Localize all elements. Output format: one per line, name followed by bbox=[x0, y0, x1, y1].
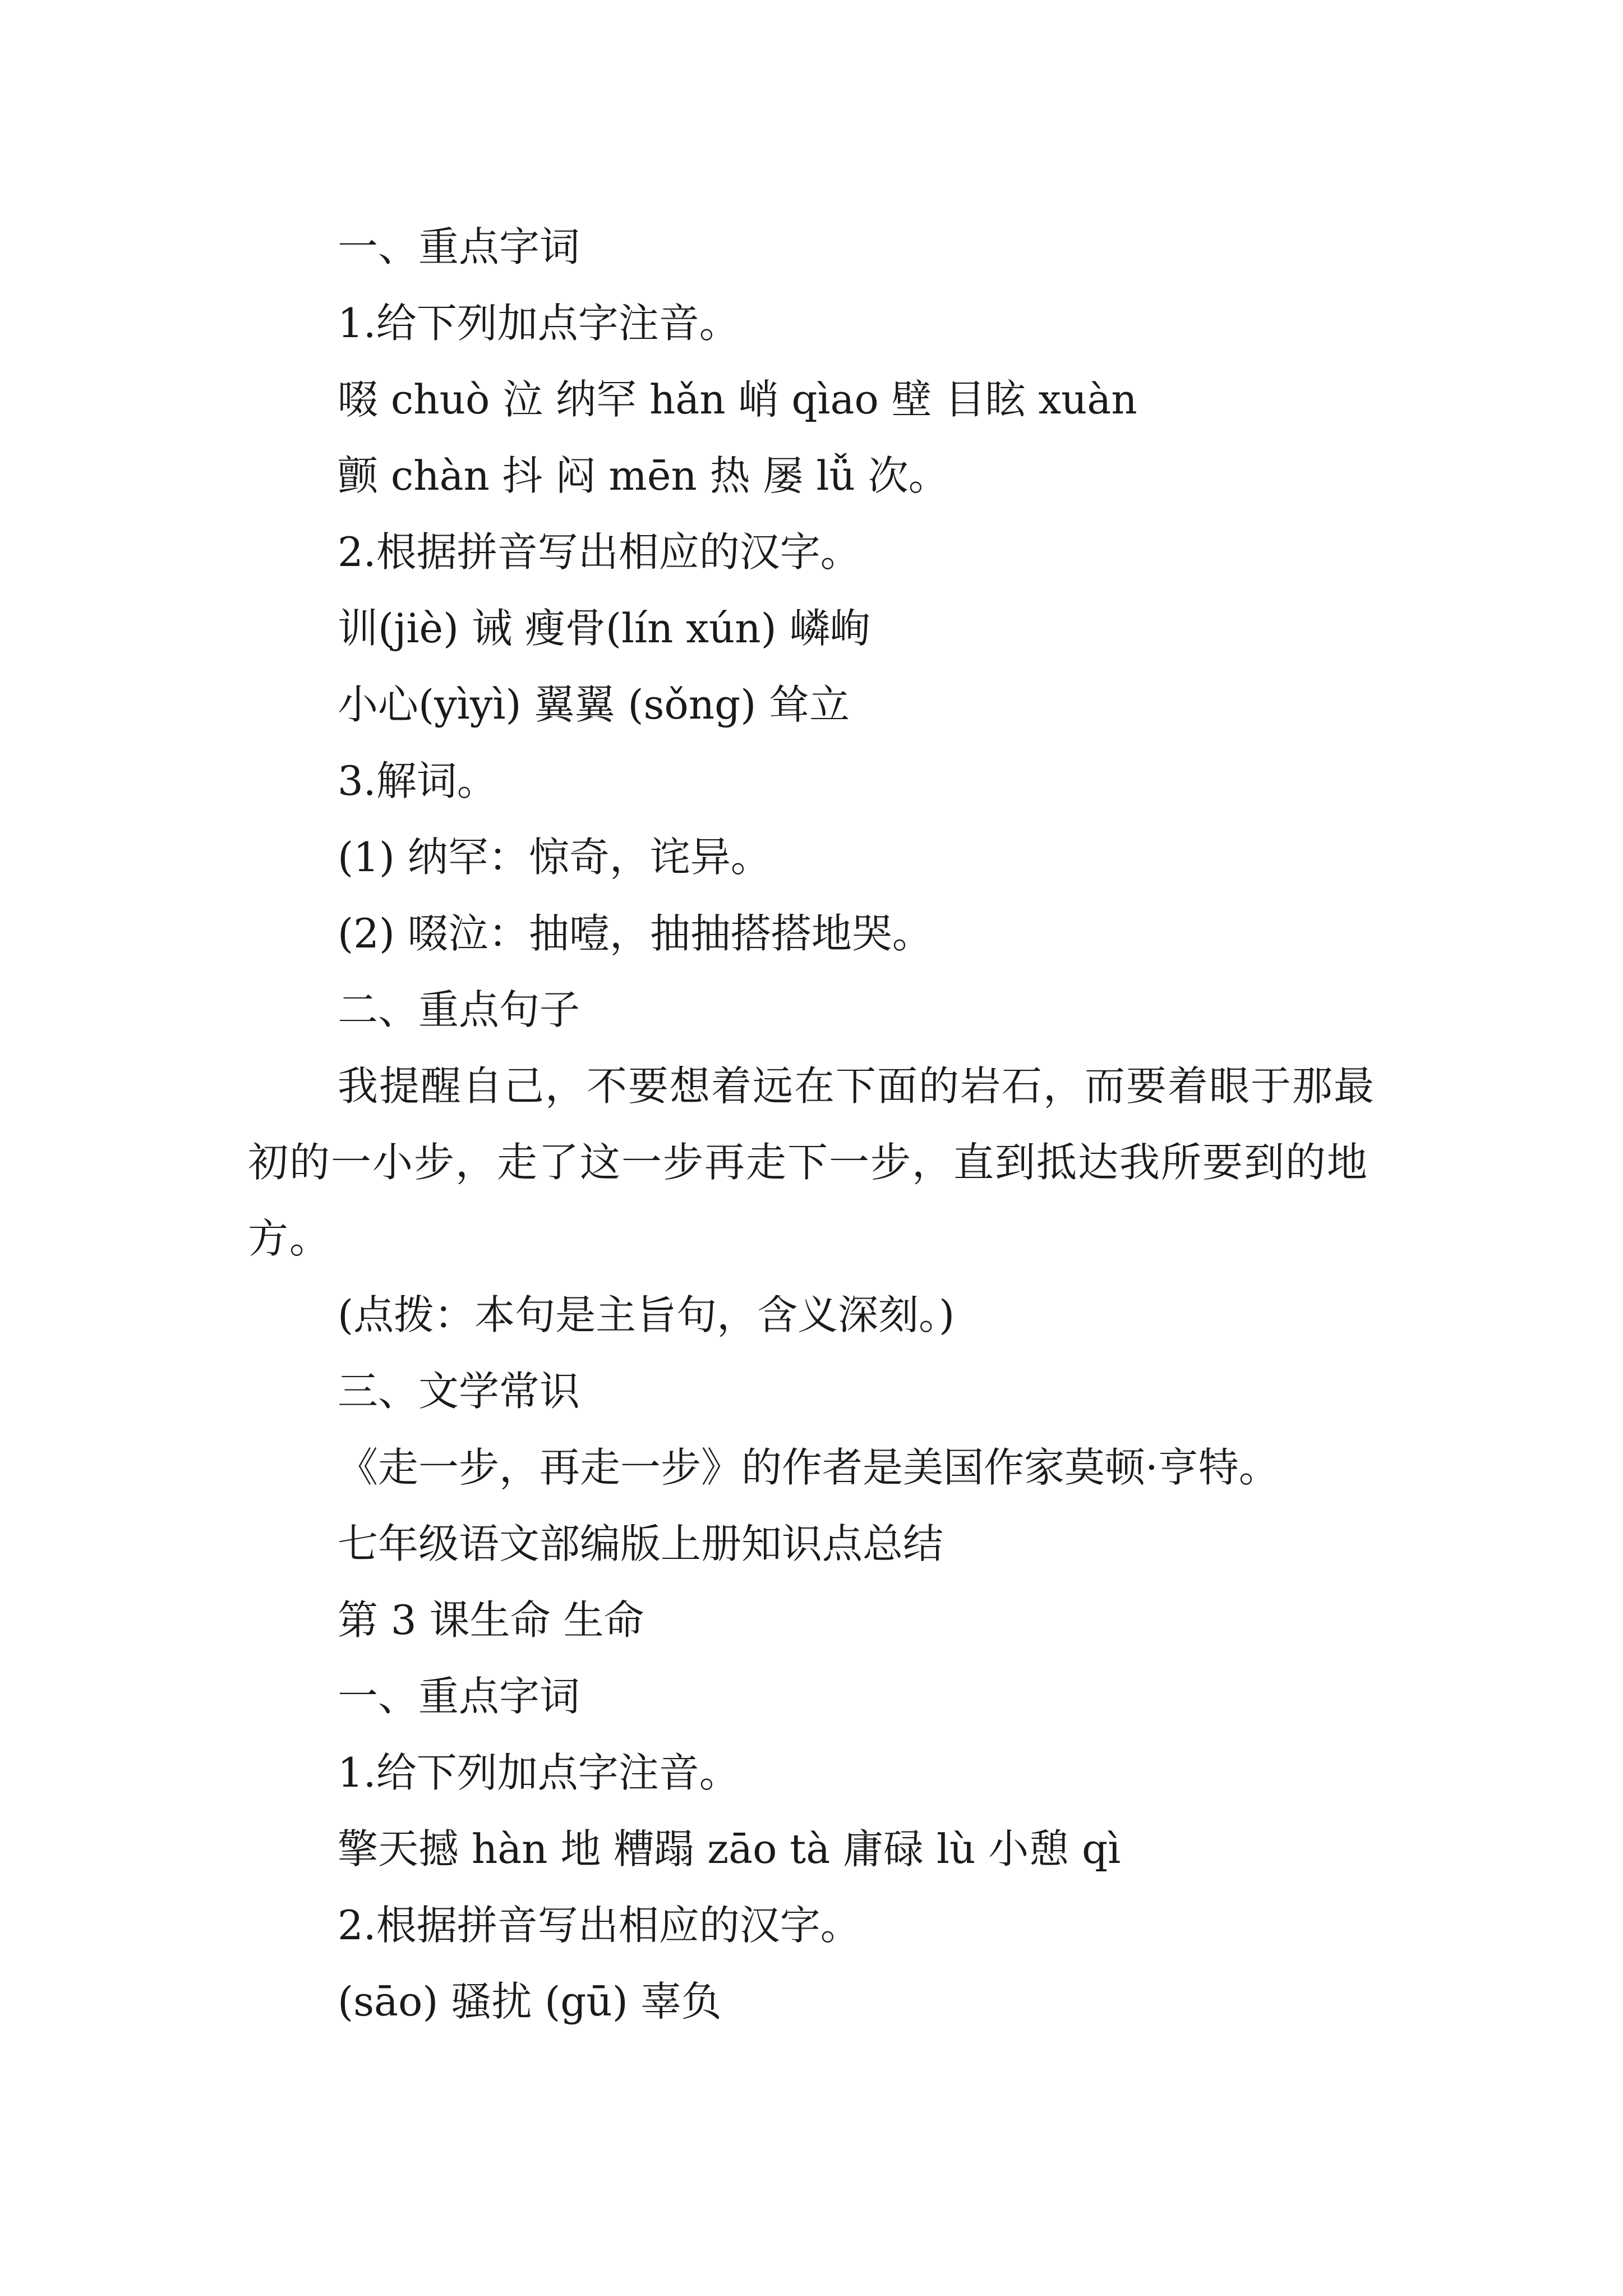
question-2-characters: 2.根据拼音写出相应的汉字。 bbox=[338, 528, 861, 576]
question-1-pinyin: 1.给下列加点字注音。 bbox=[338, 300, 740, 347]
section-heading-key-words: 一、重点字词 bbox=[338, 223, 580, 270]
document-body bbox=[248, 209, 1403, 2040]
section-heading-literature: 三、文学常识 bbox=[338, 1368, 580, 1415]
characters-line-3: (sāo) 骚扰 (gū) 辜负 bbox=[338, 1978, 722, 2025]
section-heading-key-sentences: 二、重点句子 bbox=[338, 986, 580, 1033]
question-1-pinyin-2: 1.给下列加点字注音。 bbox=[338, 1749, 740, 1796]
question-3-definitions: 3.解词。 bbox=[338, 757, 497, 804]
question-2-characters-2: 2.根据拼音写出相应的汉字。 bbox=[338, 1902, 861, 1949]
characters-line-1: 训(jiè) 诫 瘦骨(lín xún) 嶙峋 bbox=[338, 605, 870, 652]
definition-1: (1) 纳罕：惊奇，诧异。 bbox=[338, 834, 771, 881]
pinyin-line-1: 啜 chuò 泣 纳罕 hǎn 峭 qìao 壁 目眩 xuàn bbox=[338, 376, 1137, 423]
summary-title: 七年级语文部编版上册知识点总结 bbox=[338, 1520, 944, 1567]
key-sentence-paragraph: 我提醒自己，不要想着远在下面的岩石，而要着眼于那最初的一小步，走了这一步再走下一步，直到抵达我所要到的地方。 bbox=[248, 1062, 1376, 1262]
literature-fact: 《走一步，再走一步》的作者是美国作家莫顿·亨特。 bbox=[338, 1444, 1279, 1491]
section-heading-key-words-2: 一、重点字词 bbox=[338, 1673, 580, 1720]
definition-2: (2) 啜泣：抽噎，抽抽搭搭地哭。 bbox=[338, 910, 933, 957]
pinyin-line-2: 颤 chàn 抖 闷 mēn 热 屡 lǚ 次。 bbox=[338, 452, 949, 499]
characters-line-2: 小心(yìyì) 翼翼 (sǒng) 耸立 bbox=[338, 681, 850, 728]
key-sentence-note: (点拨：本句是主旨句，含义深刻。) bbox=[338, 1291, 955, 1338]
pinyin-line-3: 擎天撼 hàn 地 糟蹋 zāo tà 庸碌 lù 小憩 qì bbox=[338, 1825, 1121, 1872]
lesson-title: 第 3 课生命 生命 bbox=[338, 1596, 644, 1644]
